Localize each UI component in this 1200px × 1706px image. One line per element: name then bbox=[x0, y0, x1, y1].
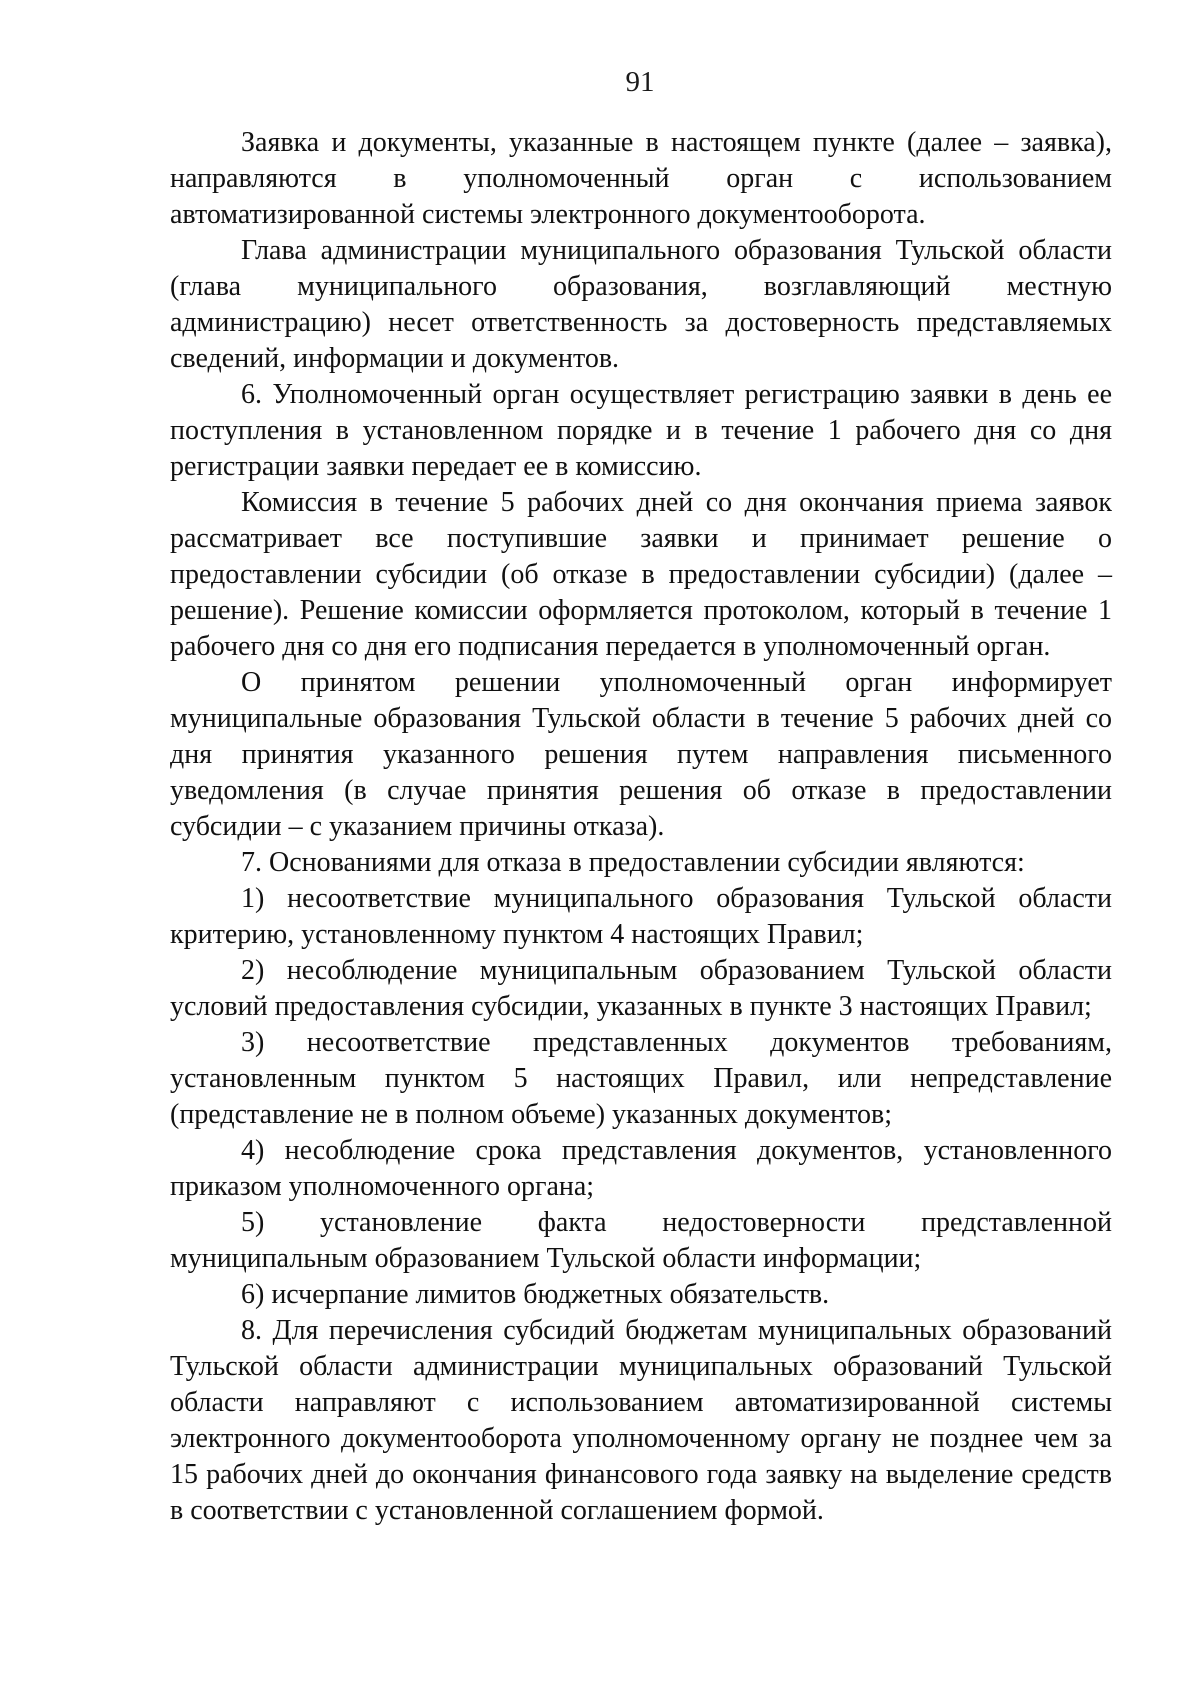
paragraph-commission-review: Комиссия в течение 5 рабочих дней со дня окончания приема заявок рассматривает все поступившие заявки и принимает решение о предоставлении субсидии (об отказе в предоставлении субсидии) (далее – решение). Решение комиссии оформляется протоколом, который в течение 1 рабочего дня со дня его подписания передается в уполномоченный орган. bbox=[170, 487, 1112, 662]
paragraph-clause-7-refusal-grounds: 7. Основаниями для отказа в предоставлении субсидии являются: bbox=[241, 847, 1025, 878]
document-body bbox=[170, 125, 1112, 1529]
paragraph-clause-8-transfer-request: 8. Для перечисления субсидий бюджетам муниципальных образований Тульской области администрации муниципальных образований Тульской области направляют с использованием автоматизированной системы электронного документооборота уполномоченному органу не позднее чем за 15 рабочих дней до окончания финансового года заявку на выделение средств в соответствии с установленной соглашением формой. bbox=[170, 1315, 1112, 1526]
list-item-refusal-1: 1) несоответствие муниципального образования Тульской области критерию, установленному пунктом 4 настоящих Правил; bbox=[170, 883, 1112, 950]
list-item-refusal-5: 5) установление факта недостоверности представленной муниципальным образованием Тульской области информации; bbox=[170, 1207, 1112, 1274]
page-number: 91 bbox=[625, 66, 655, 98]
list-item-refusal-2: 2) несоблюдение муниципальным образованием Тульской области условий предоставления субсидии, указанных в пункте 3 настоящих Правил; bbox=[170, 955, 1112, 1022]
list-item-refusal-3: 3) несоответствие представленных документов требованиям, установленным пунктом 5 настоящих Правил, или непредставление (представление не в полном объеме) указанных документов; bbox=[170, 1027, 1112, 1130]
paragraph-head-responsibility: Глава администрации муниципального образования Тульской области (глава муниципального образования, возглавляющий местную администрацию) несет ответственность за достоверность представляемых сведений, информации и документов. bbox=[170, 235, 1112, 374]
list-item-refusal-6: 6) исчерпание лимитов бюджетных обязательств. bbox=[241, 1279, 830, 1310]
list-item-refusal-4: 4) несоблюдение срока представления документов, установленного приказом уполномоченного органа; bbox=[170, 1135, 1112, 1202]
paragraph-clause-6-registration: 6. Уполномоченный орган осуществляет регистрацию заявки в день ее поступления в установленном порядке и в течение 1 рабочего дня со дня регистрации заявки передает ее в комиссию. bbox=[170, 379, 1112, 482]
paragraph-application-submission: Заявка и документы, указанные в настоящем пункте (далее – заявка), направляются в уполномоченный орган с использованием автоматизированной системы электронного документооборота. bbox=[170, 127, 1112, 230]
paragraph-decision-notification: О принятом решении уполномоченный орган информирует муниципальные образования Тульской области в течение 5 рабочих дней со дня принятия указанного решения путем направления письменного уведомления (в случае принятия решения об отказе в предоставлении субсидии – с указанием причины отказа). bbox=[170, 667, 1112, 842]
